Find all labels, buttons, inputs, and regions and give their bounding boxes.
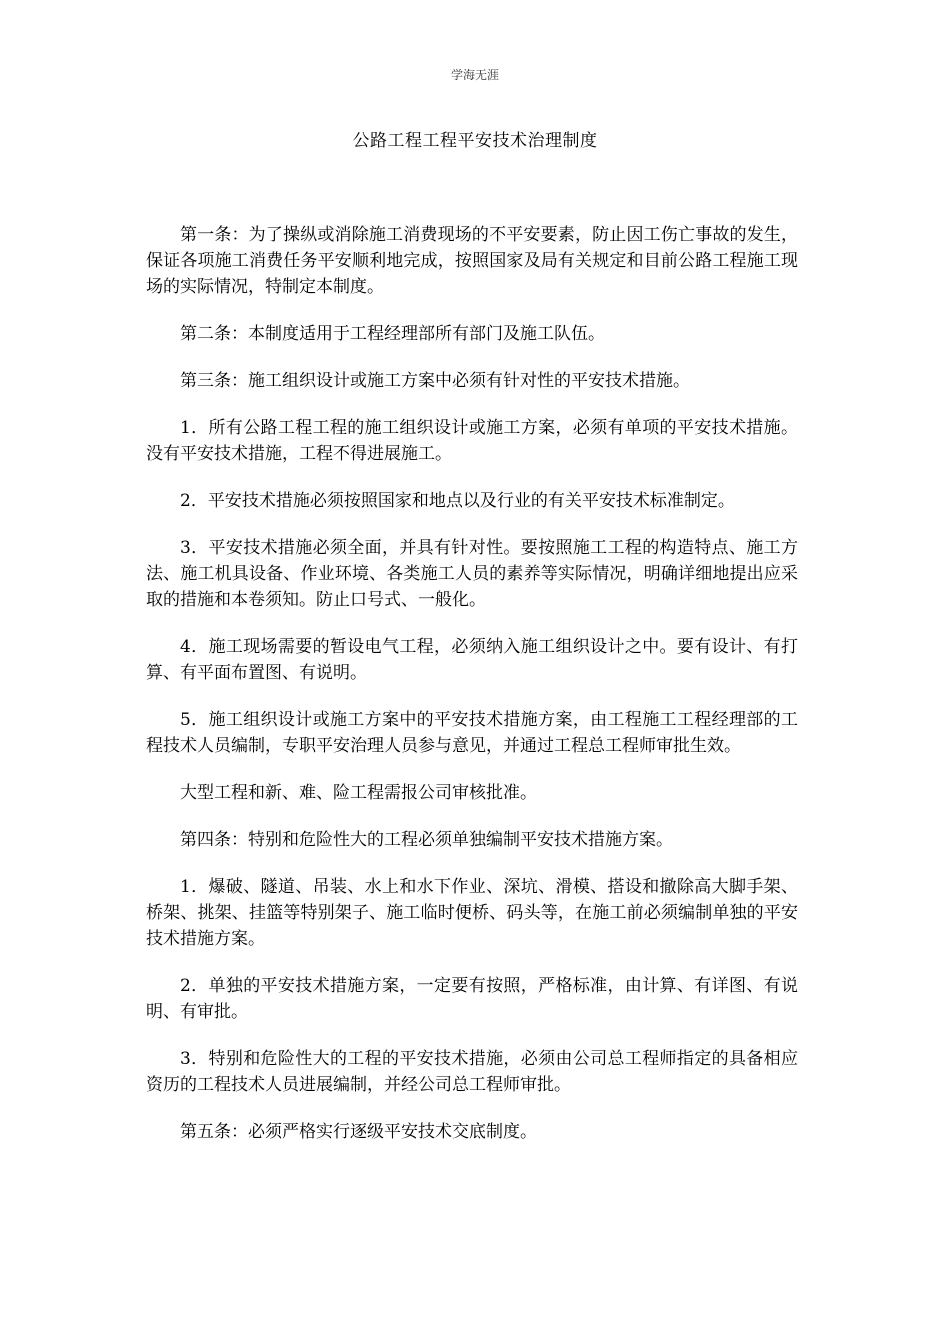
page-header: 学海无涯 [450, 68, 499, 82]
paragraph-article-3-item-5: 5．施工组织设计或施工方案中的平安技术措施方案，由工程施工工程经理部的工程技术人员编制，专职平安治理人员参与意见，并通过工程总工程师审批生效。 [146, 710, 798, 756]
paragraph-article-3-note: 大型工程和新、难、险工程需报公司审核批准。 [180, 783, 537, 803]
paragraph-article-3-item-3: 3．平安技术措施必须全面，并具有针对性。要按照施工工程的构造特点、施工方法、施工机具设备、作业环境、各类施工人员的素养等实际情况，明确详细地提出应采取的措施和本卷须知。防止口号式、一般化。 [146, 538, 798, 610]
paragraph-article-3: 第三条：施工组织设计或施工方案中必须有针对性的平安技术措施。 [180, 371, 690, 391]
document-title: 公路工程工程平安技术治理制度 [352, 131, 598, 151]
paragraph-article-3-item-4: 4．施工现场需要的暂设电气工程，必须纳入施工组织设计之中。要有设计、有打算、有平面布置图、有说明。 [146, 637, 798, 683]
paragraph-article-3-item-1: 1．所有公路工程工程的施工组织设计或施工方案，必须有单项的平安技术措施。没有平安技术措施，工程不得进展施工。 [146, 418, 798, 464]
paragraph-article-1: 第一条：为了操纵或消除施工消费现场的不平安要素，防止因工伤亡事故的发生，保证各项施工消费任务平安顺利地完成，按照国家及局有关规定和目前公路工程施工现场的实际情况，特制定本制度。 [146, 225, 798, 297]
paragraph-article-4-item-3: 3．特别和危险性大的工程的平安技术措施，必须由公司总工程师指定的具备相应资历的工程技术人员进展编制，并经公司总工程师审批。 [146, 1049, 798, 1095]
paragraph-article-4-item-2: 2．单独的平安技术措施方案，一定要有按照，严格标准，由计算、有详图、有说明、有审批。 [146, 976, 798, 1022]
paragraph-article-3-item-2: 2．平安技术措施必须按照国家和地点以及行业的有关平安技术标准制定。 [180, 491, 735, 511]
paragraph-article-4-item-1: 1．爆破、隧道、吊装、水上和水下作业、深坑、滑模、搭设和撤除高大脚手架、桥架、挑架、挂篮等特别架子、施工临时便桥、码头等，在施工前必须编制单独的平安技术措施方案。 [146, 877, 798, 949]
paragraph-article-5: 第五条：必须严格实行逐级平安技术交底制度。 [180, 1122, 537, 1142]
document-body [146, 222, 798, 1166]
paragraph-article-2: 第二条：本制度适用于工程经理部所有部门及施工队伍。 [180, 324, 605, 344]
paragraph-article-4: 第四条：特别和危险性大的工程必须单独编制平安技术措施方案。 [180, 830, 673, 850]
